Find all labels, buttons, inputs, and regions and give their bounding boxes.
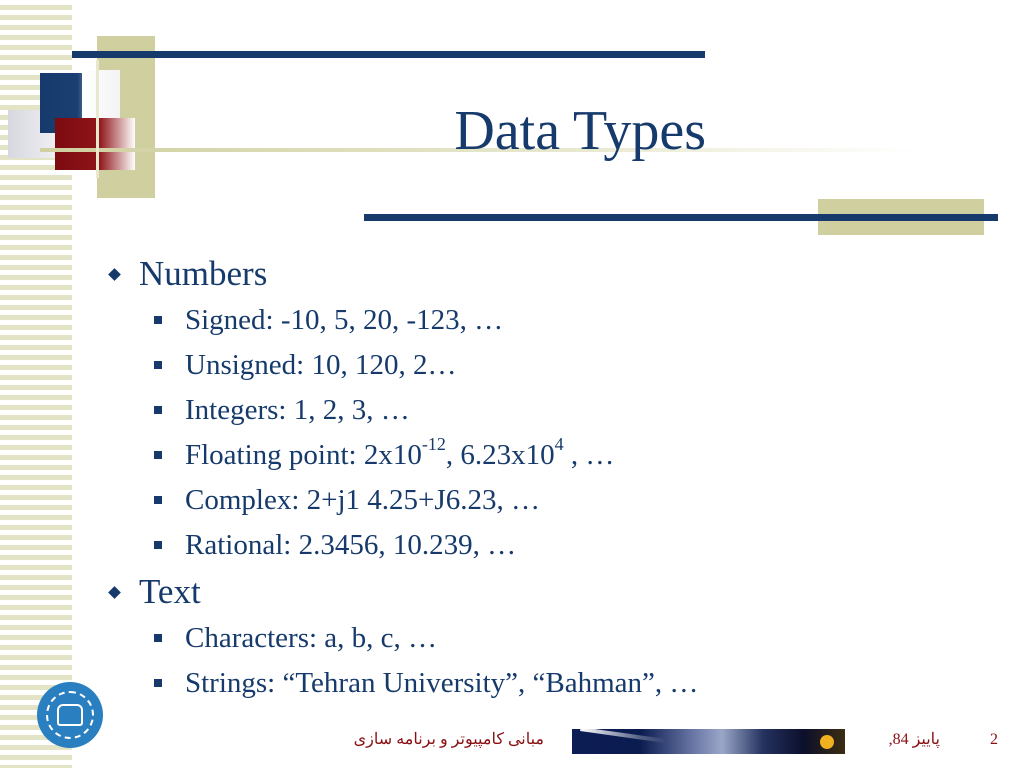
bullet-level2-item [100,616,980,661]
bullet-level2-text: Strings: “Tehran University”, “Bahman”, … [185,667,699,699]
footer-course-title: مبانی کامپیوتر و برنامه سازی [353,731,544,748]
floating-point-text-a: Floating point: 2x10 [185,439,422,471]
bullet-level2-text: Rational: 2.3456, 10.239, … [185,529,517,561]
slide-page-number: 2 [990,731,998,748]
vertical-accent-line [96,60,99,178]
floating-point-text-c: , … [563,439,615,471]
university-logo-icon [37,682,103,748]
logo-emblem [57,704,83,726]
footer-banner-image [572,729,845,754]
floating-point-exponent-b: 4 [554,434,564,455]
bullet-level2-item [100,388,980,433]
bullet-level2-text [185,433,614,478]
logo-ring [46,691,94,739]
bullet-level2-item [100,478,980,523]
title-top-bar [72,51,705,58]
floating-point-exponent-a: -12 [421,434,446,455]
footer-banner-sun [820,735,834,749]
bullet-level2-item [100,343,980,388]
bullet-level2-item [100,298,980,343]
bullet-level2-item [100,433,980,478]
square-bullet-icon [154,496,162,504]
square-bullet-icon [154,361,162,369]
bullet-level2-text: Integers: 1, 2, 3, … [185,394,410,426]
square-bullet-icon [154,316,162,324]
title-bottom-bar [364,214,998,221]
bullet-level2-text: Signed: -10, 5, 20, -123, … [185,304,504,336]
square-bullet-icon [154,541,162,549]
bullet-level2-text: Complex: 2+j1 4.25+J6.23, … [185,484,540,516]
bullet-level1-label: Text [139,572,201,611]
bullet-level2-text: Characters: a, b, c, … [185,622,438,654]
diamond-bullet-icon [106,584,122,600]
bullet-level1-text [100,568,980,616]
square-bullet-icon [154,634,162,642]
bullet-level2-item [100,523,980,568]
footer-date: پاییز 84, [888,731,940,748]
red-square-decoration [55,118,135,170]
square-bullet-icon [154,451,162,459]
square-bullet-icon [154,679,162,687]
slide-title: Data Types [454,100,706,162]
bullet-level2-text: Unsigned: 10, 120, 2… [185,349,457,381]
bullet-level1-numbers [100,250,980,298]
white-square-decoration [82,70,120,118]
footer-banner-streak [580,729,666,743]
square-bullet-icon [154,406,162,414]
diamond-bullet-icon [106,266,122,282]
floating-point-text-b: , 6.23x10 [445,439,555,471]
bullet-level1-label: Numbers [139,254,268,293]
bullet-level2-item [100,661,980,706]
slide-content [100,250,980,706]
